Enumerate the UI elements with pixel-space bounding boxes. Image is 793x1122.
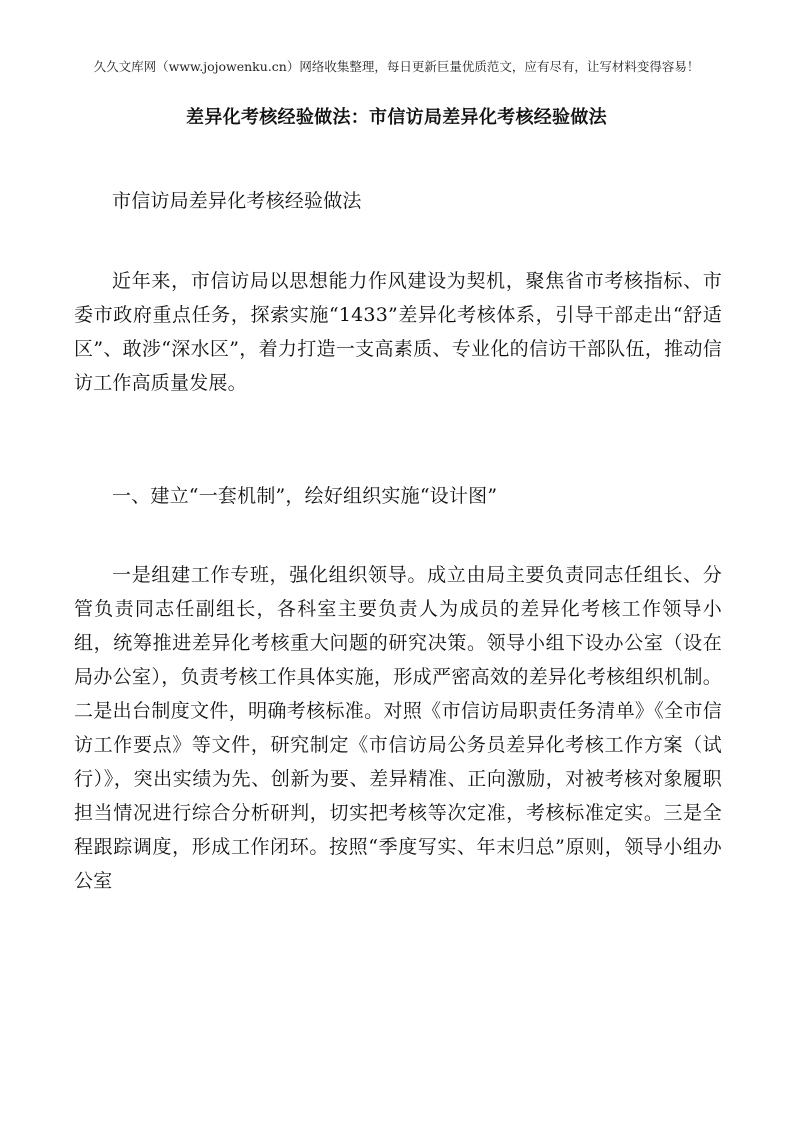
intro-paragraph: 近年来，市信访局以思想能力作风建设为契机，聚焦省市考核指标、市委市政府重点任务，探索实施“1433”差异化考核体系，引导干部走出“舒适区”、敢涉“深水区”，着力打造一支高素质、专业化的信访干部队伍，推动信访工作高质量发展。 xyxy=(74,270,722,394)
header-note: 久久文库网（www.jojowenku.cn）网络收集整理，每日更新巨量优质范文，应有尽有，让写材料变得容易！ xyxy=(93,59,700,74)
document-title: 差异化考核经验做法：市信访局差异化考核经验做法 xyxy=(186,107,607,128)
section-body-1: 一是组建工作专班，强化组织领导。成立由局主要负责同志任组长、分管负责同志任副组长，各科室主要负责人为成员的差异化考核工作领导小组，统筹推进差异化考核重大问题的研究决策。领导小组下设办公室（设在局办公室），负责考核工作具体实施，形成严密高效的差异化考核组织机制。二是出台制度文件，明确考核标准。对照《市信访局职责任务清单》《全市信访工作要点》等文件，研究制定《市信访局公务员差异化考核工作方案（试行）》，突出实绩为先、创新为要、差异精准、正向激励，对被考核对象履职担当情况进行综合分析研判，切实把考核等次定准，考核标准定实。三是全程跟踪调度，形成工作闭环。按照“季度写实、年末归总”原则，领导小组办公室 xyxy=(74,564,722,892)
document-subtitle: 市信访局差异化考核经验做法 xyxy=(112,190,362,212)
section-heading-1: 一、建立“一套机制”，绘好组织实施“设计图” xyxy=(112,485,498,507)
